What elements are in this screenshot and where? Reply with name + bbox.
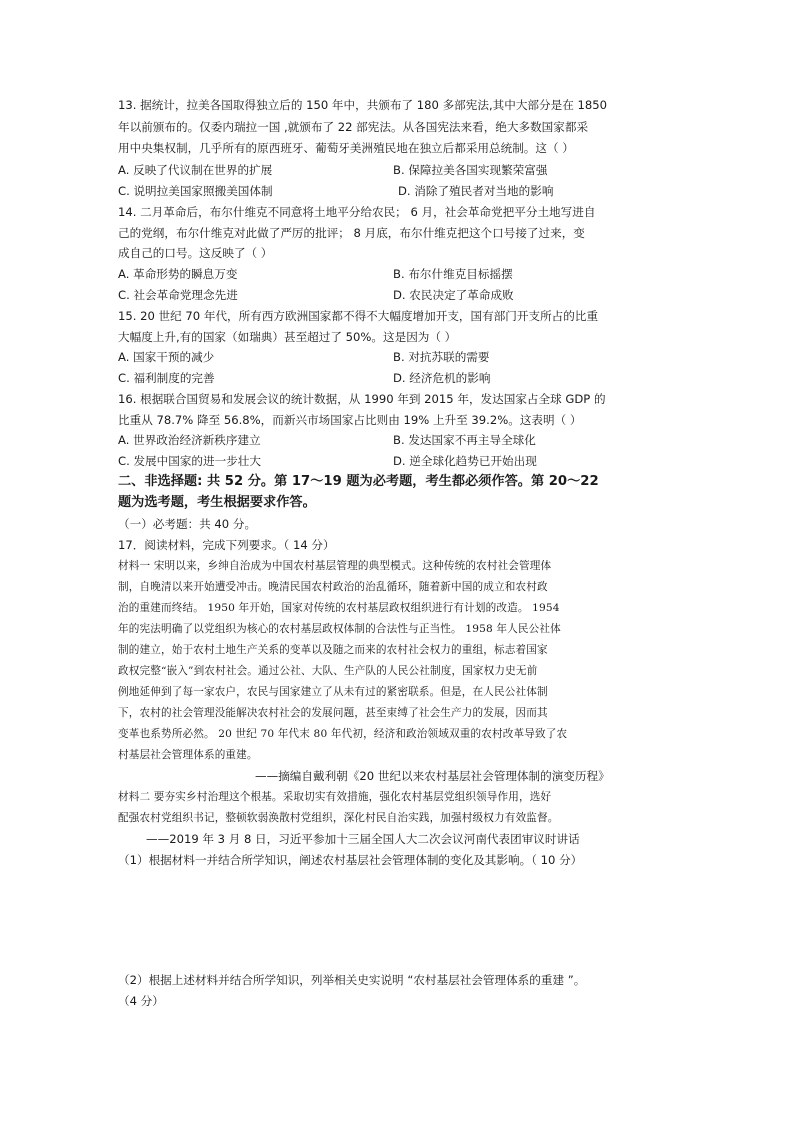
q16-option-row-1: [118, 430, 678, 450]
q15-stem-line-1: 15. 20 世纪 70 年代，所有西方欧洲国家都不得不大幅度增加开支，国有部门开支所占的比重: [118, 309, 599, 323]
q16-option-a[interactable]: A. 世界政治经济新秩序建立: [118, 433, 261, 447]
q14-stem-line-3: 成自己的口号。这反映了（ ）: [118, 246, 273, 260]
q15-option-row-1: [118, 347, 678, 367]
q14-option-b[interactable]: B. 布尔什维克目标摇摆: [393, 267, 513, 281]
q15-option-c[interactable]: C. 福利制度的完善: [118, 371, 215, 385]
q14-option-row-2: [118, 285, 678, 305]
q17-material1-source: ——摘编自戴利朝《20 世纪以来农村基层社会管理体制的演变历程》: [255, 769, 610, 783]
q13-option-b[interactable]: B. 保障拉美各国实现繁荣富强: [393, 163, 548, 177]
q17-material1-line-4: 年的宪法明确了以党组织为核心的农村基层政权体制的合法性与正当性。 1958 年人民公社体: [118, 623, 561, 635]
q17-material1-line-9: 变革也系势所必然。 20 世纪 70 年代末 80 年代初，经济和政治领域双重的农村改革导致了农: [118, 728, 568, 740]
q13-option-a[interactable]: A. 反映了代议制在世界的扩展: [118, 163, 273, 177]
q16-stem-line-2: 比重从 78.7% 降至 56.8%，而新兴市场国家占比则由 19% 上升至 39.2%。这表明（ ）: [118, 413, 582, 427]
q15-option-b[interactable]: B. 对抗苏联的需要: [393, 350, 490, 364]
q17-subquestion-2-line-1: （2）根据上述材料并结合所学知识，列举相关史实说明 “农村基层社会管理体系的重建 ”。: [118, 973, 586, 987]
q13-stem-line-3: 用中央集权制，几乎所有的原西班牙、葡萄牙美洲殖民地在独立后都采用总统制。这（ ）: [118, 141, 574, 155]
q14-stem-line-2: 己的党纲，布尔什维克对此做了严厉的批评； 8 月底，布尔什维克把这个口号接了过来，变: [118, 226, 585, 240]
q15-option-row-2: [118, 368, 678, 388]
q13-option-row-2: [118, 181, 678, 201]
q16-option-row-2: [118, 451, 678, 471]
q16-option-c[interactable]: C. 发展中国家的进一步壮大: [118, 454, 261, 468]
q17-material1-line-10: 村基层社会管理体系的重建。: [118, 749, 258, 761]
q16-option-d[interactable]: D. 逆全球化趋势已开始出现: [393, 454, 537, 468]
q17-subquestion-1: （1）根据材料一并结合所学知识，阐述农村基层社会管理体制的变化及其影响。（ 10 分）: [118, 853, 583, 867]
q15-stem-line-2: 大幅度上升,有的国家（如瑞典）甚至超过了 50%。这是因为（ ）: [118, 330, 457, 344]
q14-option-d[interactable]: D. 农民决定了革命成败: [393, 288, 514, 302]
q17-material1-line-6: 政权完整“嵌入”到农村社会。通过公社、大队、生产队的人民公社制度，国家权力史无前: [118, 665, 538, 677]
q17-title: 17．阅读材料，完成下列要求。（ 14 分）: [118, 538, 335, 552]
section-heading-line-2: 题为选考题，考生根据要求作答。: [118, 495, 316, 510]
section-subheading: （一）必考题：共 40 分。: [118, 517, 257, 531]
q14-option-row-1: [118, 264, 678, 284]
q13-option-d[interactable]: D. 消除了殖民者对当地的影响: [398, 184, 554, 198]
q17-material2-line-2: 配强农村党组织书记，整顿软弱涣散村党组织，深化村民自治实践，加强村级权力有效监督。: [118, 812, 559, 824]
q17-material2-source: ——2019 年 3 月 8 日，习近平参加十三届全国人大二次会议河南代表团审议时讲话: [146, 832, 580, 846]
q17-subquestion-2-line-2: （4 分）: [118, 994, 164, 1008]
q13-option-row-1: [118, 160, 678, 180]
q13-option-c[interactable]: C. 说明拉美国家照搬美国体制: [118, 184, 273, 198]
q17-material1-line-3: 治的重建而终结。 1950 年开始，国家对传统的农村基层政权组织进行有计划的改造。 1954: [118, 602, 560, 614]
q17-material2-line-1: 材料二 要夯实乡村治理这个根基。采取切实有效措施，强化农村基层党组织领导作用，选好: [118, 791, 552, 803]
q13-stem-line-2: 年以前颁布的。仅委内瑞拉一国 ,就颁布了 22 部宪法。从各国宪法来看，绝大多数国家都采: [118, 120, 589, 134]
q17-material1-line-5: 制的建立，始于农村土地生产关系的变革以及随之而来的农村社会权力的重组，标志着国家: [118, 644, 548, 656]
q16-option-b[interactable]: B. 发达国家不再主导全球化: [393, 433, 536, 447]
section-heading-line-1: 二、非选择题: 共 52 分。第 17～19 题为必考题，考生都必须作答。第 20～22: [118, 474, 599, 489]
q17-material1-line-7: 例地延伸到了每一家农户，农民与国家建立了从未有过的紧密联系。但是，在人民公社体制: [118, 686, 548, 698]
q17-material1-line-8: 下，农村的社会管理没能解决农村社会的发展问题，甚至束缚了社会生产力的发展，因而其: [118, 707, 548, 719]
q13-stem-line-1: 13. 据统计，拉美各国取得独立后的 150 年中，共颁布了 180 多部宪法,其中大部分是在 1850: [118, 98, 608, 112]
q15-option-d[interactable]: D. 经济危机的影响: [393, 371, 491, 385]
q17-material1-line-2: 制，自晚清以来开始遭受冲击。晚清民国农村政治的治乱循环，随着新中国的成立和农村政: [118, 581, 548, 593]
q14-option-a[interactable]: A. 革命形势的瞬息万变: [118, 267, 238, 281]
q17-material1-line-1: 材料一 宋明以来，乡绅自治成为中国农村基层管理的典型模式。这种传统的农村社会管理体: [118, 560, 552, 572]
q16-stem-line-1: 16. 根据联合国贸易和发展会议的统计数据，从 1990 年到 2015 年，发达国家占全球 GDP 的: [118, 392, 606, 406]
q14-stem-line-1: 14. 二月革命后，布尔什维克不同意将土地平分给农民； 6 月，社会革命党把平分土地写进自: [118, 205, 596, 219]
q14-option-c[interactable]: C. 社会革命党理念先进: [118, 288, 238, 302]
q15-option-a[interactable]: A. 国家干预的减少: [118, 350, 215, 364]
